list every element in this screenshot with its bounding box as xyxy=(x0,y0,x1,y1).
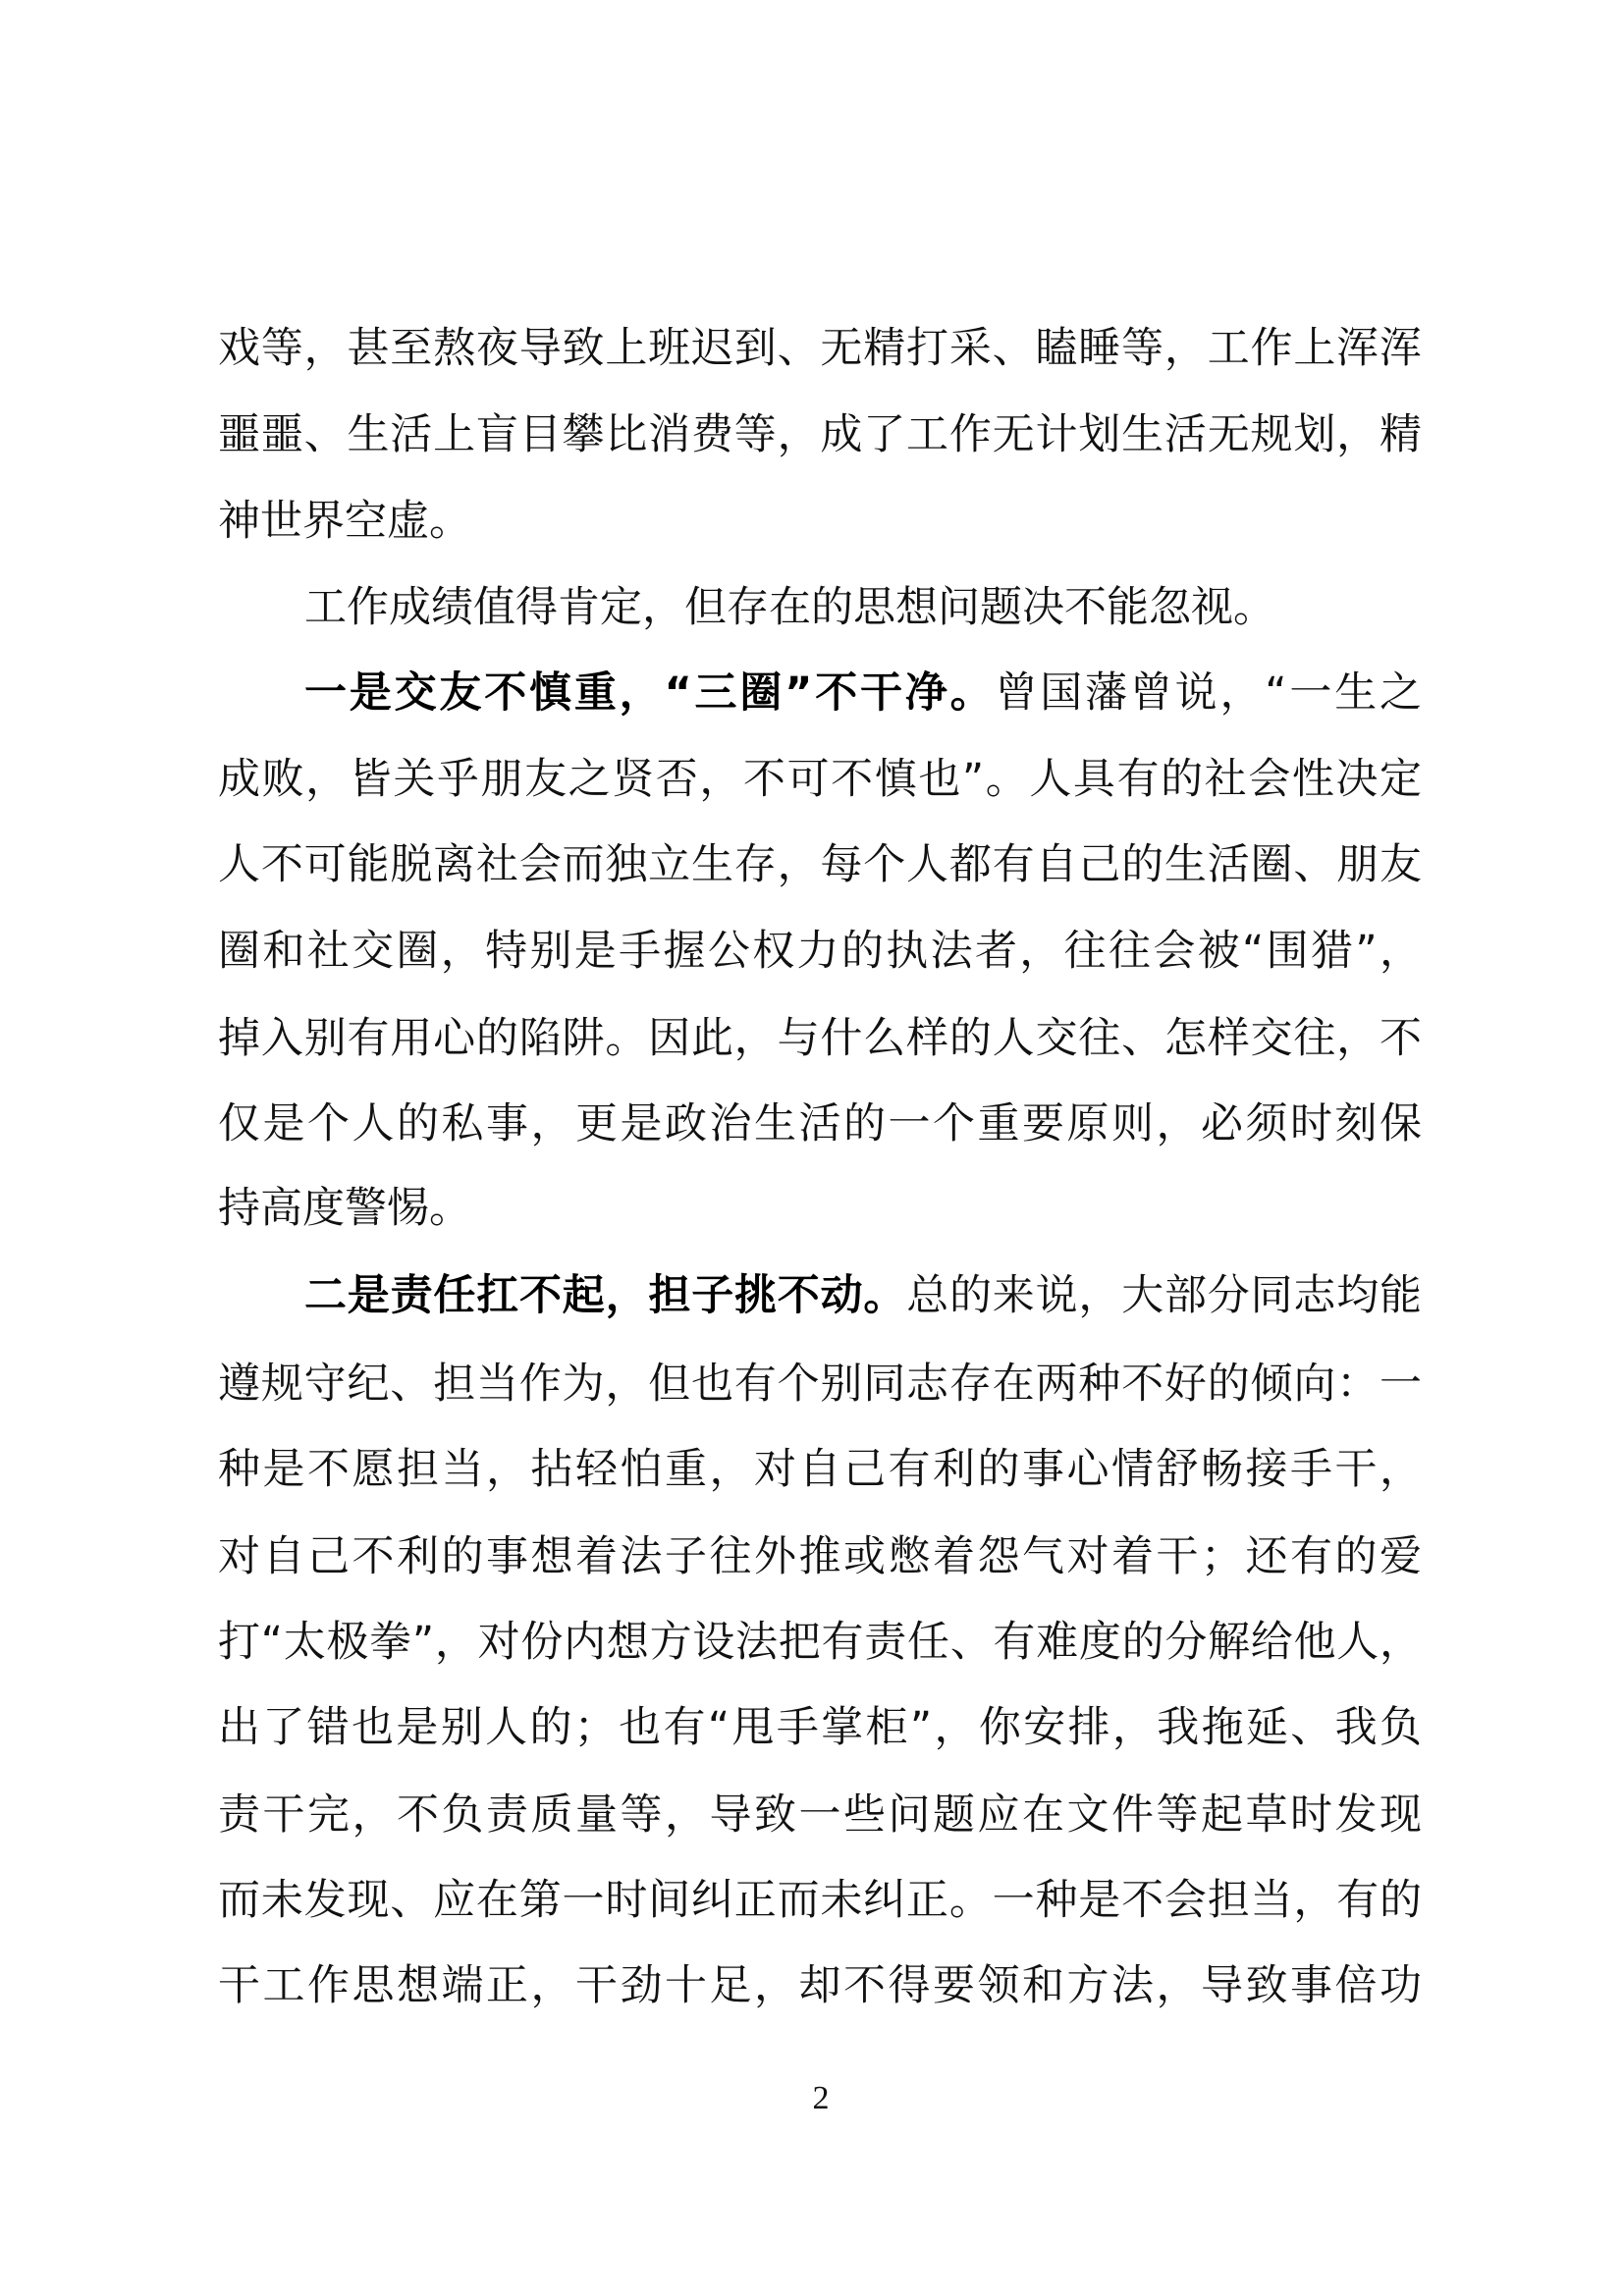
paragraph-line: 干工作思想端正，干劲十足，却不得要领和方法，导致事倍功 xyxy=(218,1961,1422,2010)
paragraph-line: 成败，皆关乎朋友之贤否，不可不慎也”。人具有的社会性决定 xyxy=(218,755,1422,804)
paragraph-line: 工作成绩值得肯定，但存在的思想问题决不能忽视。 xyxy=(304,583,1275,632)
paragraph-line: 圈和社交圈，特别是手握公权力的执法者，往往会被“围猎”， xyxy=(218,927,1422,976)
paragraph-line xyxy=(304,1268,1422,1323)
paragraph-line: 对自己不利的事想着法子往外推或憋着怨气对着干；还有的爱 xyxy=(218,1532,1422,1581)
paragraph-line: 仅是个人的私事，更是政治生活的一个重要原则，必须时刻保 xyxy=(218,1099,1422,1148)
paragraph-line: 人不可能脱离社会而独立生存，每个人都有自己的生活圈、朋友 xyxy=(218,840,1422,889)
paragraph-line xyxy=(304,666,1422,721)
paragraph-line: 责干完，不负责质量等，导致一些问题应在文件等起草时发现 xyxy=(218,1790,1422,1840)
paragraph-line: 出了错也是别人的；也有“甩手掌柜”，你安排，我拖延、我负 xyxy=(218,1703,1422,1752)
paragraph-line: 而未发现、应在第一时间纠正而未纠正。一种是不会担当，有的 xyxy=(218,1876,1422,1925)
paragraph-line: 戏等，甚至熬夜导致上班迟到、无精打采、瞌睡等，工作上浑浑 xyxy=(218,324,1422,373)
paragraph-line: 持高度警惕。 xyxy=(218,1184,471,1233)
paragraph-line: 掉入别有用心的陷阱。因此，与什么样的人交往、怎样交往，不 xyxy=(218,1014,1422,1063)
page-number: 2 xyxy=(812,2080,830,2116)
paragraph-text: 总的来说，大部分同志均能 xyxy=(906,1271,1423,1320)
section-heading-two: 二是责任扛不起，担子挑不动。 xyxy=(304,1271,907,1320)
paragraph-line: 种是不愿担当，拈轻怕重，对自己有利的事心情舒畅接手干， xyxy=(218,1445,1422,1494)
paragraph-line: 噩噩、生活上盲目攀比消费等，成了工作无计划生活无规划，精 xyxy=(218,410,1422,459)
paragraph-text: 曾国藩曾说，“一生之 xyxy=(995,668,1422,718)
paragraph-line: 打“太极拳”，对份内想方设法把有责任、有难度的分解给他人， xyxy=(218,1618,1422,1667)
paragraph-line: 神世界空虚。 xyxy=(218,497,471,546)
section-heading-one: 一是交友不慎重，“三圈”不干净。 xyxy=(304,668,996,718)
paragraph-line: 遵规守纪、担当作为，但也有个别同志存在两种不好的倾向：一 xyxy=(218,1360,1422,1409)
